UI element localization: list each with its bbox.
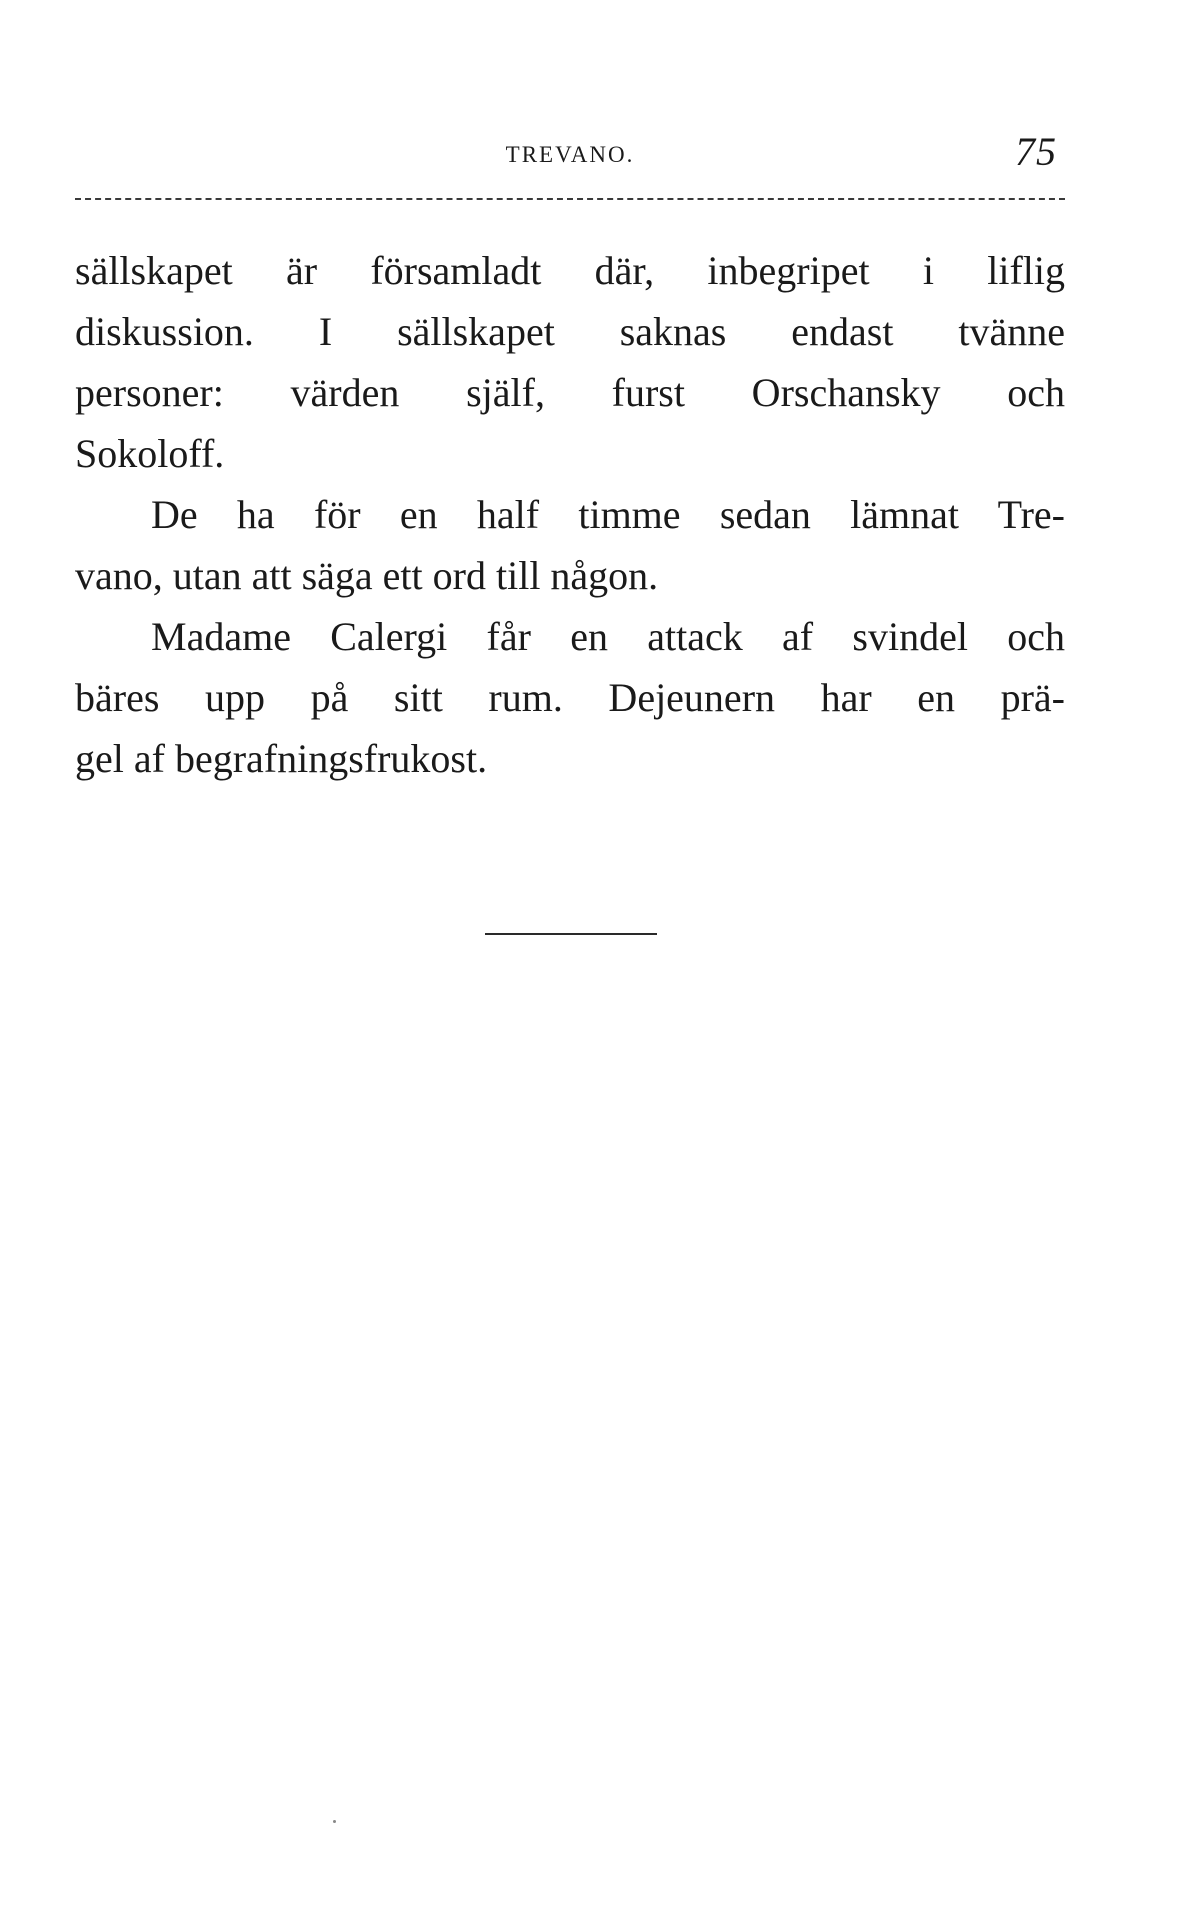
page-number: 75 (1015, 129, 1057, 174)
header-rule (75, 198, 1065, 200)
running-head (75, 128, 1065, 178)
text-line: Sokoloff. (75, 431, 225, 476)
text-line: De ha för en half timme sedan lämnat Tre- (151, 492, 1065, 537)
text-line: vano, utan att säga ett ord till någon. (75, 553, 659, 598)
text-line: personer: värden själf, furst Orschansky och (75, 370, 1065, 415)
text-line: bäres upp på sitt rum. Dejeunern har en prä- (75, 675, 1065, 720)
section-end-rule (485, 933, 657, 935)
running-title: TREVANO. (505, 142, 635, 167)
text-line: sällskapet är församladt där, inbegripet i liflig (75, 248, 1065, 293)
body-text (75, 240, 1065, 789)
text-line: Madame Calergi får en attack af svindel och (151, 614, 1065, 659)
paper-speck (333, 1820, 336, 1823)
text-line: gel af begrafningsfrukost. (75, 736, 488, 781)
text-line: diskussion. I sällskapet saknas endast tvänne (75, 309, 1065, 354)
